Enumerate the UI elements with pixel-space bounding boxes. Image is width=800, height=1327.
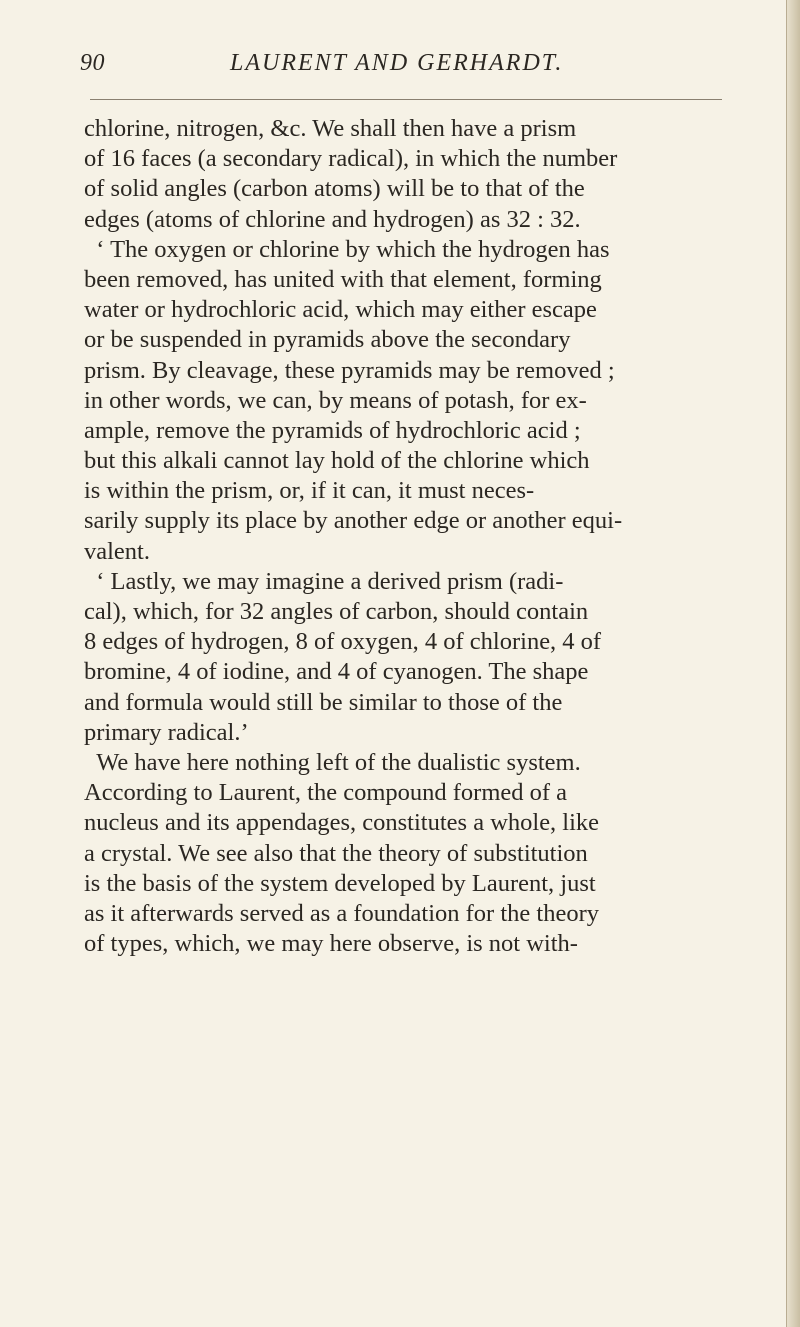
text-line: cal), which, for 32 angles of carbon, should contain <box>84 598 589 625</box>
running-head: LAURENT AND GERHARDT. <box>230 50 564 76</box>
text-line: ‘ Lastly, we may imagine a derived prism (radi- <box>84 567 564 595</box>
text-line: been removed, has united with that element, forming <box>84 265 602 293</box>
text-line: We have here nothing left of the dualistic system. <box>84 748 581 776</box>
text-line: 8 edges of hydrogen, 8 of oxygen, 4 of chlorine, 4 of <box>84 628 602 656</box>
text-line: nucleus and its appendages, constitutes a whole, like <box>84 809 600 837</box>
text-line: as it afterwards served as a foundation for the theory <box>84 899 599 927</box>
text-line: of solid angles (carbon atoms) will be to that of the <box>84 175 585 203</box>
text-line: a crystal. We see also that the theory of substitution <box>84 839 588 867</box>
text-line: ‘ The oxygen or chlorine by which the hydrogen has <box>84 235 610 263</box>
text-line: sarily supply its place by another edge or another equi- <box>84 507 623 535</box>
text-line: prism. By cleavage, these pyramids may be removed ; <box>84 356 615 384</box>
text-line: and formula would still be similar to those of the <box>84 688 563 716</box>
text-line: edges (atoms of chlorine and hydrogen) as 32 : 32. <box>84 205 581 233</box>
text-line: is within the prism, or, if it can, it must neces- <box>84 477 535 505</box>
page-edge <box>786 0 800 1327</box>
text-line: but this alkali cannot lay hold of the chlorine which <box>84 447 590 475</box>
body-text <box>84 114 744 959</box>
text-line: ample, remove the pyramids of hydrochloric acid ; <box>84 416 581 444</box>
text-line: chlorine, nitrogen, &c. We shall then have a prism <box>84 115 577 142</box>
header-rule <box>90 99 722 100</box>
text-line: According to Laurent, the compound formed of a <box>84 779 568 807</box>
text-line: or be suspended in pyramids above the secondary <box>84 326 571 354</box>
text-line: bromine, 4 of iodine, and 4 of cyanogen. The shape <box>84 658 589 686</box>
page-number: 90 <box>80 50 105 76</box>
text-line: of 16 faces (a secondary radical), in which the number <box>84 145 618 173</box>
text-line: of types, which, we may here observe, is not with- <box>84 930 578 958</box>
text-line: water or hydrochloric acid, which may either escape <box>84 296 597 324</box>
text-line: in other words, we can, by means of potash, for ex- <box>84 386 587 414</box>
text-line: primary radical.’ <box>84 718 249 746</box>
text-line: is the basis of the system developed by Laurent, just <box>84 869 596 897</box>
page-header <box>80 50 750 82</box>
text-line: valent. <box>84 537 150 565</box>
